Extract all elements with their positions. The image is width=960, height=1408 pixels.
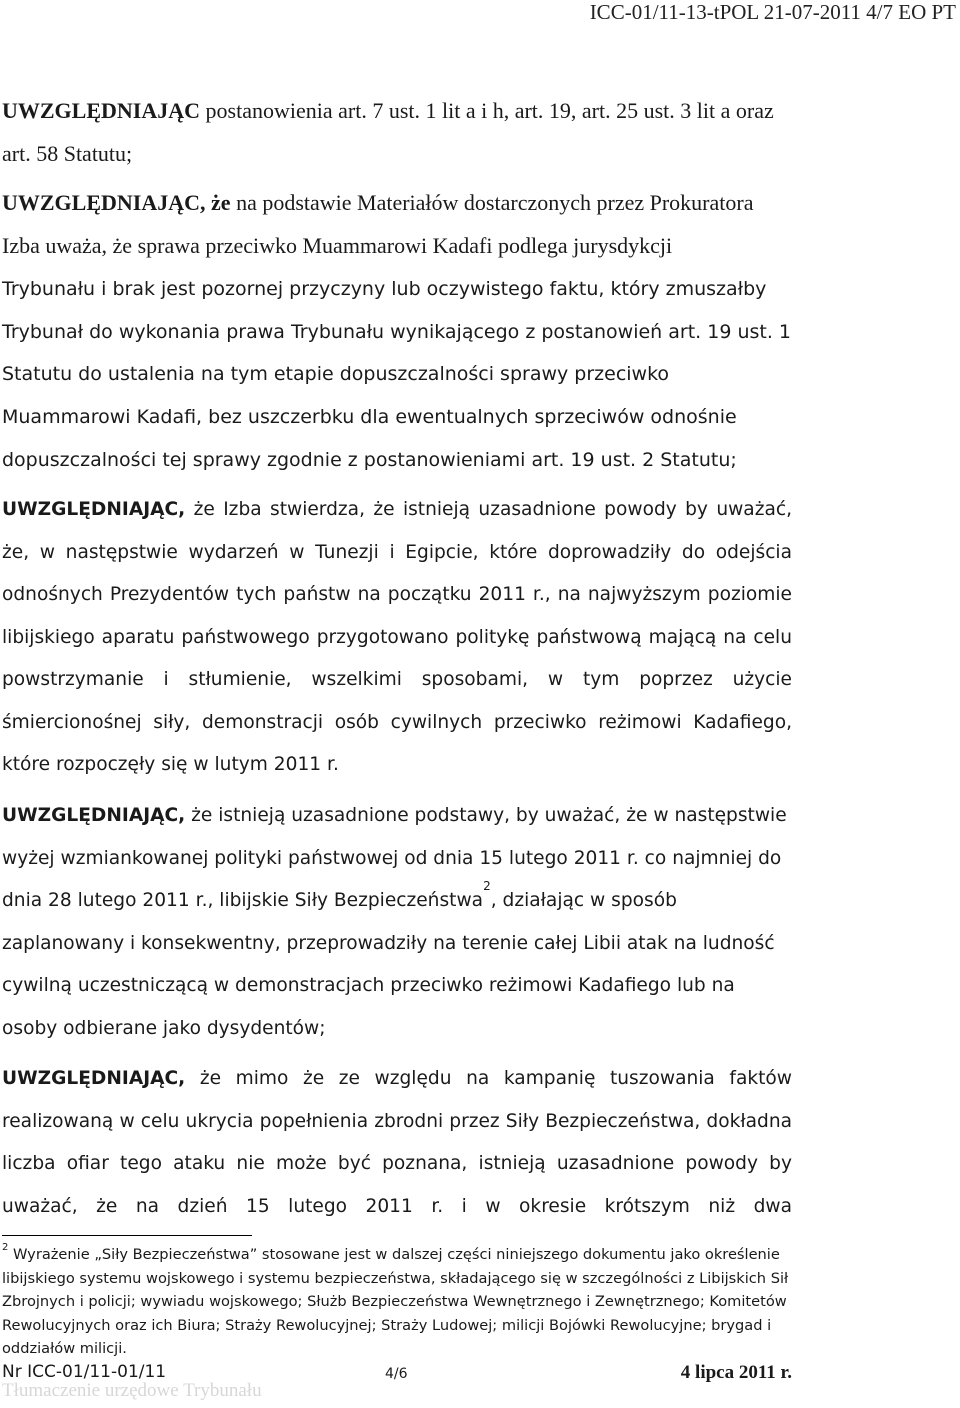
paragraph-2-head [2, 182, 792, 267]
paragraph-1-lead: UWZGLĘDNIAJĄC [2, 98, 201, 123]
footnote-reference[interactable]: 2 [483, 879, 491, 893]
footnote-divider [2, 1235, 252, 1236]
footnote-number: 2 [2, 1242, 9, 1253]
footer-date: 4 lipca 2011 r. [680, 1362, 792, 1383]
paragraph-3 [2, 489, 792, 787]
footer-page-number: 4/6 [385, 1366, 408, 1382]
footer-doc-number: Nr ICC-01/11-01/11 [2, 1362, 167, 1382]
paragraph-2-body: Trybunału i brak jest pozornej przyczyny lub oczywistego faktu, który zmuszałby Trybunał do wykonania prawa Trybunału wynikającego z postanowień art. 19 ust. 1 Statutu do ustalenia na tym etapie dopuszczalności sprawy przeciwko Muammarowi Kadafi, bez uszczerbku dla ewentualnych sprzeciwów odnośnie dopuszczalności tej sprawy zgodnie z postanowieniami art. 19 ust. 2 Statutu; [2, 278, 792, 471]
paragraph-2-lead: UWZGLĘDNIAJĄC, że [2, 190, 231, 215]
paragraph-4-text-a: że istnieją uzasadnione podstawy, by uważać, że w następstwie wyżej wzmiankowanej polityki państwowej od dnia 15 lutego 2011 r. co najmniej do dnia 28 lutego 2011 r., libijskie Siły Bezpieczeństwa [2, 805, 787, 911]
paragraph-3-text: że Izba stwierdza, że istnieją uzasadnione powody by uważać, że, w następstwie wydarzeń w Tunezji i Egipcie, które doprowadziły do odejścia odnośnych Prezydentów tych państw na początku 2011 r., na najwyższym poziomie libijskiego aparatu państwowego przygotowano politykę państwową mającą na celu powstrzymanie i stłumienie, wszelkimi sposobami, w tym poprzez użycie śmiercionośnej siły, demonstracji osób cywilnych przeciwko reżimowi Kadafiego, które rozpoczęły się w lutym 2011 r. [2, 499, 792, 775]
paragraph-5-text: że mimo że ze względu na kampanię tuszowania faktów realizowaną w celu ukrycia popełnienia zbrodni przez Siły Bezpieczeństwa, dokładna liczba ofiar tego ataku nie może być poznana, istnieją uzasadnione powody by uważać, że na dzień 15 lutego 2011 r. i w okresie krótszym niż dwa [2, 1068, 792, 1217]
paragraph-4-text-b: , działając w sposób zaplanowany i konsekwentny, przeprowadziły na terenie całej Libii atak na ludność cywilną uczestniczącą w demonstracjach przeciwko reżimowi Kadafiego lub na osoby odbierane jako dysydentów; [2, 890, 775, 1039]
paragraph-3-lead: UWZGLĘDNIAJĄC, [2, 499, 186, 520]
paragraph-1-text: postanowienia art. 7 ust. 1 lit a i h, art. 19, art. 25 ust. 3 lit a oraz art. 58 Statutu; [2, 98, 774, 166]
paragraph-2-text-a: na podstawie Materiałów dostarczonych przez Prokuratora Izba uważa, że sprawa przeciwko Muammarowi Kadafi podlega jurysdykcji [2, 190, 754, 258]
paragraph-5 [2, 1058, 792, 1228]
paragraph-4-lead: UWZGLĘDNIAJĄC, [2, 805, 186, 826]
page-header-reference: ICC-01/11-13-tPOL 21-07-2011 4/7 EO PT [589, 0, 956, 24]
paragraph-1 [2, 90, 792, 175]
paragraph-4 [2, 795, 792, 1050]
footnote-text: Wyrażenie „Siły Bezpieczeństwa” stosowane jest w dalszej części niniejszego dokumentu jako określenie libijskiego systemu wojskowego i systemu bezpieczeństwa, składającego się w szczególności z Libijskich Sił Zbrojnych i policji; wywiadu wojskowego; Służb Bezpieczeństwa Wewnętrznego i Zewnętrznego; Komitetów Rewolucyjnych oraz ich Biura; Straży Rewolucyjnej; Straży Ludowej; milicji Bojówki Rewolucyjne; brygad i oddziałów milicji. [2, 1246, 789, 1358]
footnote [2, 1243, 792, 1361]
paragraph-5-lead: UWZGLĘDNIAJĄC, [2, 1068, 186, 1089]
translation-watermark: Tłumaczenie urzędowe Trybunału [2, 1380, 262, 1401]
